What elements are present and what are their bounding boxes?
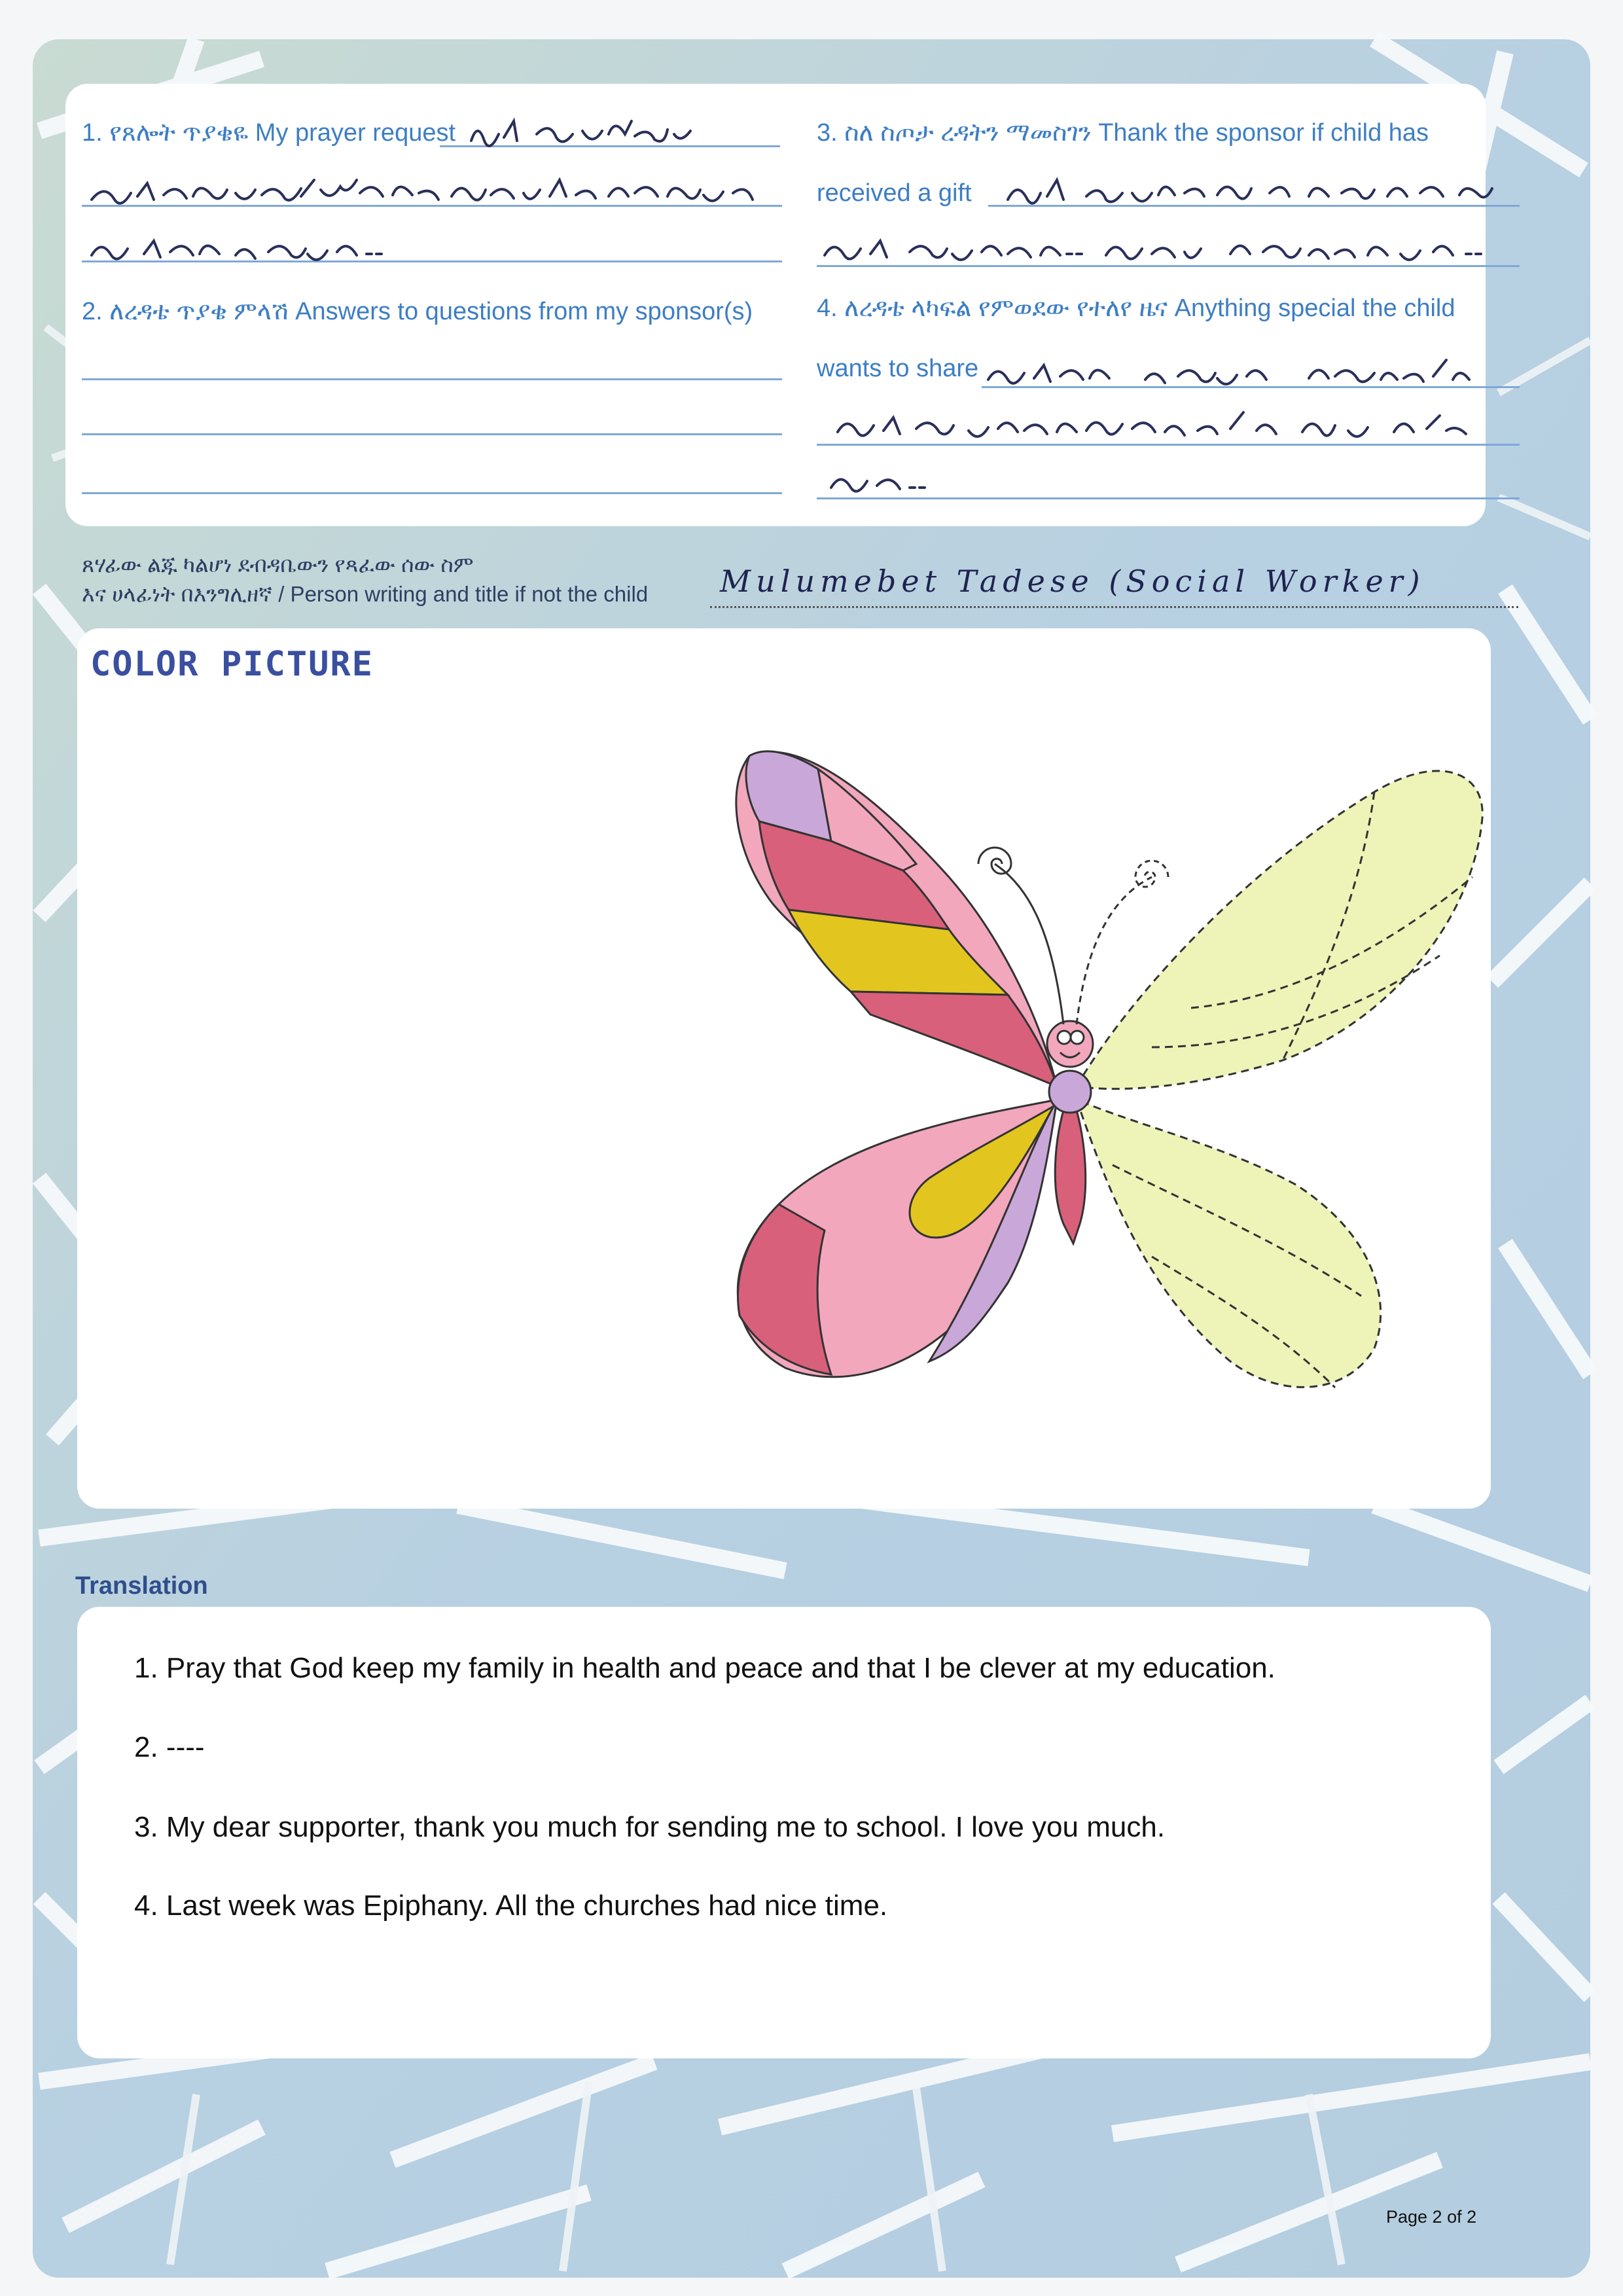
translation-item-4: 4. Last week was Epiphany. All the churches had nice time.	[134, 1890, 888, 1922]
translation-item-2: 2. ----	[134, 1731, 205, 1763]
writer-label-amharic: ጸሃፊው ልጁ ካልሆነ ደብዳቤውን የጻፈው ሰው ስም	[82, 552, 474, 577]
writer-label: እና ሀላፊነት በእንግሊዘኛ / Person writing and title if not the child	[82, 582, 649, 606]
right-lower-wing	[1077, 1100, 1381, 1388]
left-upper-wing	[736, 751, 1057, 1086]
received-gift-label: received a gift	[817, 179, 972, 207]
translation-title: Translation	[75, 1572, 208, 1600]
answers-line-1	[82, 378, 782, 380]
handwritten-gift-thanks	[812, 164, 1525, 275]
handwritten-prayer-request	[79, 105, 792, 268]
answers-line-3	[82, 492, 782, 494]
left-lower-wing	[738, 1100, 1057, 1377]
handwritten-special-news	[812, 347, 1525, 511]
answers-line-2	[82, 433, 782, 435]
writer-name-handwritten: Mulumebet Tadese (Social Worker)	[720, 564, 1425, 599]
thank-sponsor-label: 3. ስለ ስጦታ ረዳትን ማመስገን Thank the sponsor if child has	[817, 119, 1429, 147]
answers-label: 2. ለረዳቴ ጥያቄ ምላሽ Answers to questions from my sponsor(s)	[82, 298, 753, 325]
page-number: Page 2 of 2	[1386, 2207, 1477, 2227]
prayer-request-label: 1. የጸሎት ጥያቄዬ My prayer request	[82, 119, 456, 147]
color-picture-title: COLOR PICTURE	[90, 645, 374, 684]
butterfly-illustration	[654, 707, 1518, 1440]
translation-item-1: 1. Pray that God keep my family in health and peace and that I be clever at my education.	[134, 1652, 1275, 1684]
right-upper-wing	[1077, 771, 1482, 1089]
writer-dotted-line	[710, 606, 1518, 608]
special-news-label: 4. ለረዳቴ ላካፍል የምወደው የተለየ ዜና Anything special the child	[817, 295, 1455, 322]
translation-item-3: 3. My dear supporter, thank you much for sending me to school. I love you much.	[134, 1811, 1166, 1843]
wants-to-share-label: wants to share	[817, 355, 979, 382]
